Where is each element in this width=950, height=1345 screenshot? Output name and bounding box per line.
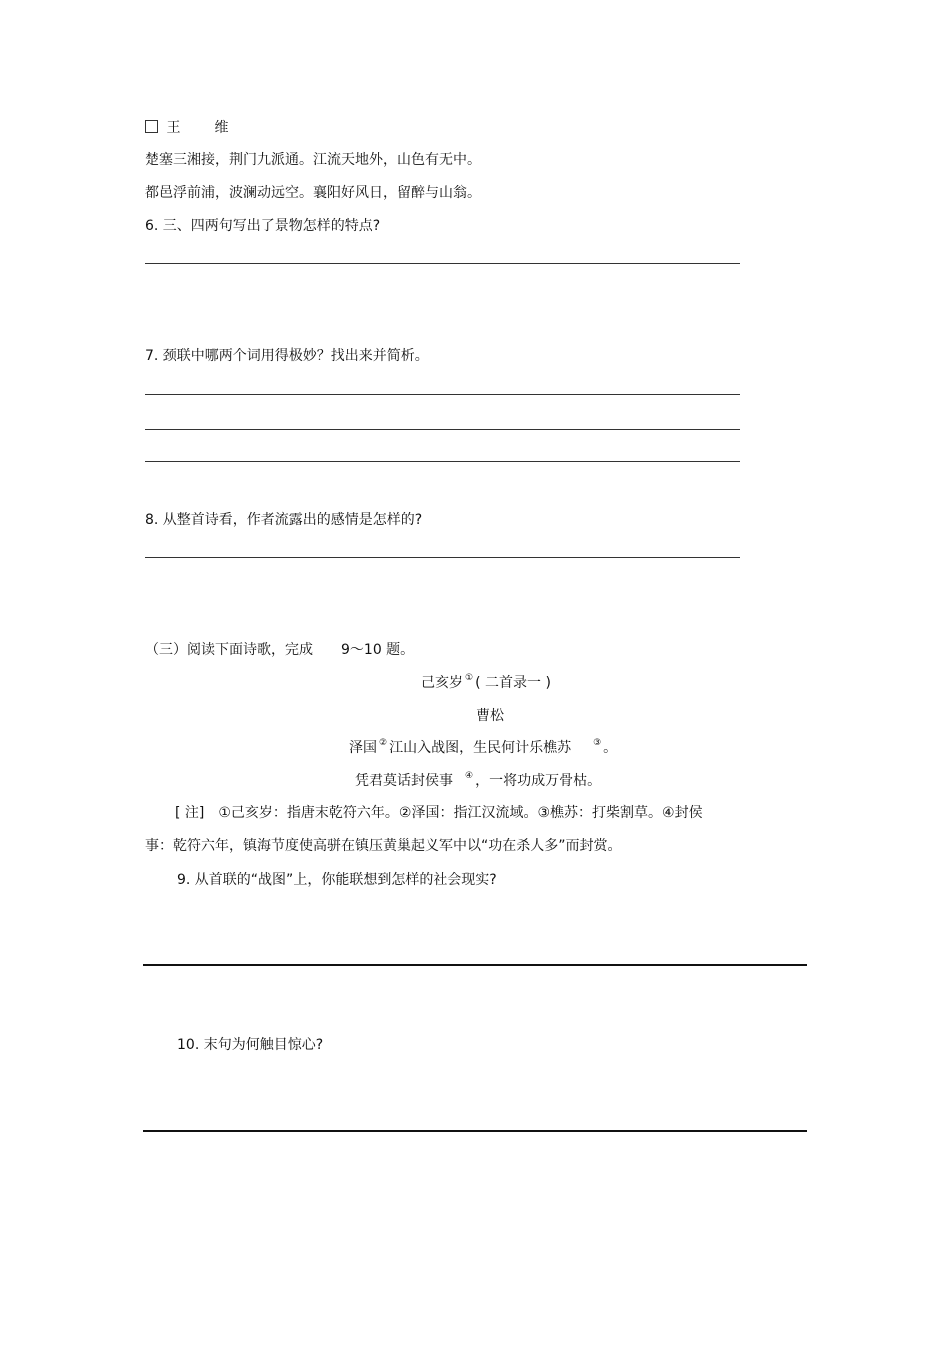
verse2-part-b: ，一将功成万骨枯。: [475, 773, 602, 789]
answer-line-9[interactable]: [143, 964, 807, 966]
note-line1: [ 注] ①己亥岁：指唐末乾符六年。②泽国：指江汉流域。③樵苏：打柴割草。④封侯: [175, 805, 703, 821]
note-line2: 事：乾符六年，镇海节度使高骈在镇压黄巢起义军中以“功在杀人多”而封赏。: [145, 838, 622, 854]
verse1-part-b: 江山入战图，生民何计乐樵苏: [389, 740, 572, 756]
poem1-line2: 都邑浮前浦，波澜动远空。襄阳好风日，留醉与山翁。: [145, 185, 481, 201]
verse1-part-a: 泽国: [349, 740, 377, 756]
poem2-title-text: 己亥岁: [421, 675, 463, 691]
poem2-verse1: [349, 739, 617, 759]
footnote-marker: ②: [379, 738, 388, 748]
poem2-author: 曹松: [476, 708, 504, 724]
question-6: 6. 三、四两句写出了景物怎样的特点?: [145, 218, 381, 234]
poem2-title-suffix: ( 二首录一 ): [475, 675, 551, 691]
question-9: 9. 从首联的“战图”上，你能联想到怎样的社会现实?: [177, 872, 497, 888]
question-10: 10. 末句为何触目惊心?: [177, 1037, 324, 1053]
footnote-marker: ④: [465, 771, 474, 781]
question-8: 8. 从整首诗看，作者流露出的感情是怎样的?: [145, 512, 423, 528]
poem1-author: 王 维: [166, 120, 239, 136]
poem2-title: [421, 674, 551, 694]
checkbox-icon: [145, 120, 158, 133]
answer-line-7a[interactable]: [145, 394, 740, 395]
answer-line-7b[interactable]: [145, 429, 740, 430]
answer-line-8[interactable]: [145, 557, 740, 558]
poem2-verse2: [355, 772, 601, 792]
answer-line-7c[interactable]: [145, 461, 740, 462]
answer-line-6[interactable]: [145, 263, 740, 264]
poem1-author-line: [145, 119, 238, 137]
answer-line-10[interactable]: [143, 1130, 807, 1132]
footnote-marker: ③: [593, 738, 602, 748]
verse2-part-a: 凭君莫话封侯事: [355, 773, 453, 789]
section3-intro: （三）阅读下面诗歌，完成 9～10 题。: [145, 642, 415, 658]
poem1-line1: 楚塞三湘接，荆门九派通。江流天地外，山色有无中。: [145, 152, 481, 168]
footnote-marker: ①: [465, 673, 474, 683]
question-7: 7. 颈联中哪两个词用得极妙？找出来并简析。: [145, 348, 429, 364]
verse1-part-c: 。: [603, 740, 618, 756]
